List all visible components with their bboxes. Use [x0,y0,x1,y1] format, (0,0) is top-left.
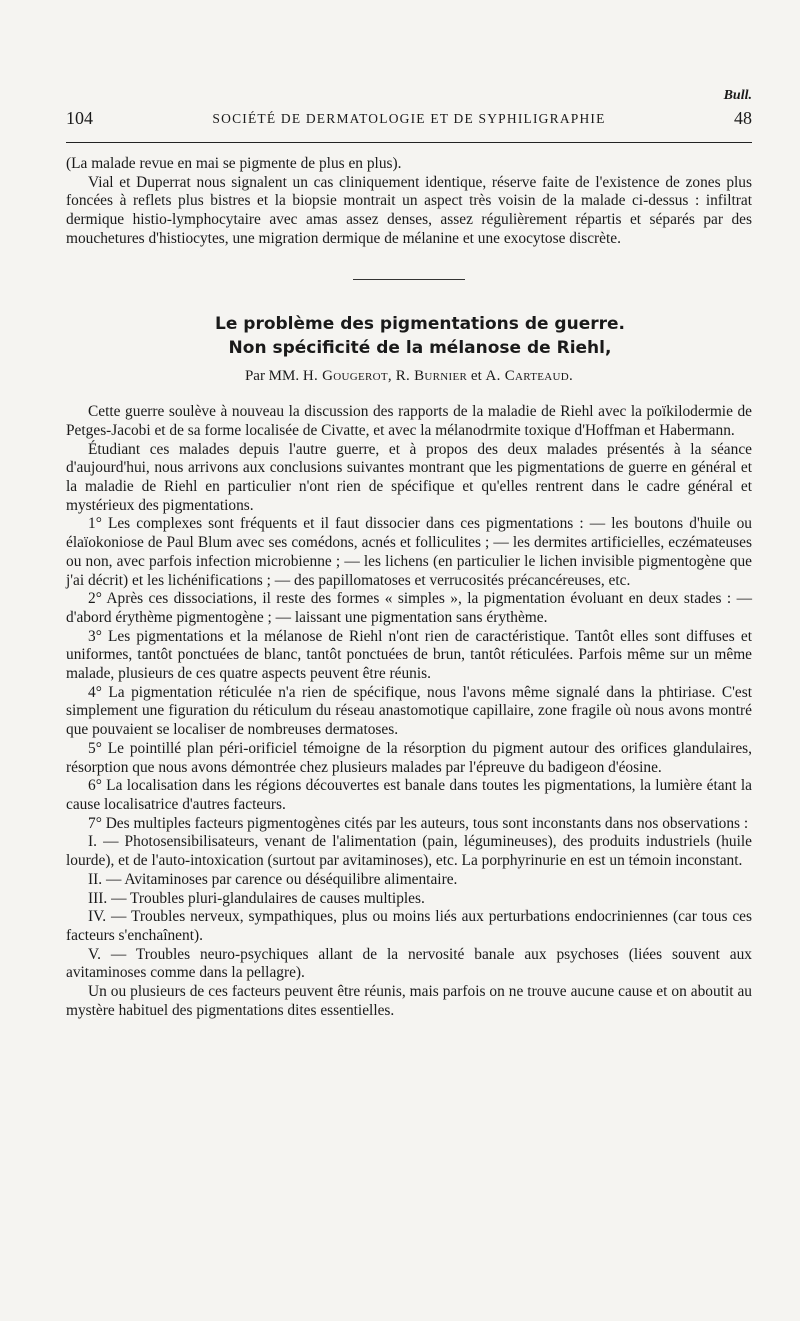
body-paragraph: Étudiant ces malades depuis l'autre guerre, et à propos des deux malades présentés à la séance d'aujourd'hui, nous arrivons aux conclusions suivantes montrant que les pigmentations de guerre en général et la maladie de Riehl en particulier n'ont rien de spécifique et qu'elles rentrent dans le cadre général et mystérieux des pigmentations. [66,440,752,514]
volume-number: 48 [734,108,752,128]
body-paragraph: 6° La localisation dans les régions découvertes est banale dans toutes les pigmentations, la lumière étant la cause localisatrice d'autres facteurs. [66,777,752,813]
author-name: H. Gougerot, [302,367,392,384]
body-paragraph: I. — Photosensibilisateurs, venant de l'alimentation (pain, légumineuses), des produits industriels (huile lourde), et de l'auto-intoxication (surtout par avitaminoses), etc. La porphyrinurie en est un témoin inconstant. [66,833,752,870]
body-paragraph: 2° Après ces dissociations, il reste des formes « simples », la pigmentation évoluant en deux stades : — d'abord érythème pigmentogène ; — laissant une pigmentation sans érythème. [66,590,752,626]
body-paragraph: 1° Les complexes sont fréquents et il faut dissocier dans ces pigmentations : — les boutons d'huile ou élaïokoniose de Paul Blum avec ses comédons, acnés et folliculites ; — les dermites artificielles, eczémateuses ou non, avec parfois infection microbienne ; — les lichens (en particulier le lichen invisible pigmentogène que j'ai décrit) et les lichénifications ; — des papillomatoses et verrucosités précancéreuses, etc. [66,515,752,589]
header-rule [66,142,752,143]
article-title-line-1: Le problème des pigmentations de guerre. [215,313,625,334]
body-paragraph: Cette guerre soulève à nouveau la discussion des rapports de la maladie de Riehl avec la poïkilodermie de Petges-Jacobi et de sa forme localisée de Civatte, et avec la mélanodrmite toxique d'Hoffman et Habermann. [66,403,752,439]
intro-paragraph: Vial et Duperrat nous signalent un cas cliniquement identique, réserve faite de l'existence de zones plus foncées à reflets plus bistres et la biopsie montrait un aspect très voisin de la malade ci-dessus : infiltrat dermique histio-lymphocytaire avec amas assez denses, assez régulièrement répartis et séparés par des mouchetures d'histiocytes, une migration dermique de mélanine et une exocytose discrète. [66,173,752,247]
body-paragraph: 4° La pigmentation réticulée n'a rien de spécifique, nous l'avons même signalé dans la phtiriase. C'est simplement une figuration du réticulum du réseau anastomotique capillaire, zone fragile où nous avons montré que pouvaient se localiser de nombreuses dermatoses. [66,683,752,739]
body-paragraph: III. — Troubles pluri-glandulaires de causes multiples. [88,889,425,907]
section-separator [353,279,465,280]
author-name: R. Burnier [395,367,468,384]
authors-conjunction: et [470,367,482,384]
body-paragraph: IV. — Troubles nerveux, sympathiques, plus ou moins liés aux perturbations endocriniennes (car tous ces facteurs s'enchaînent). [66,908,752,944]
body-paragraph: 7° Des multiples facteurs pigmentogènes cités par les auteurs, tous sont inconstants dans nos observations : [88,814,749,832]
running-title: SOCIÉTÉ DE DERMATOLOGIE ET DE SYPHILIGRAPHIE [212,111,606,126]
author-name: A. Carteaud. [485,367,574,384]
running-header [66,108,752,130]
body-paragraph: II. — Avitaminoses par carence ou déséquilibre alimentaire. [88,870,458,888]
body-paragraph: V. — Troubles neuro-psychiques allant de la nervosité banale aux psychoses (liées souvent aux avitaminoses comme dans la pellagre). [66,945,752,982]
article-authors [66,367,752,386]
authors-prefix: Par MM. [244,367,300,384]
article-title-line-2: Non spécificité de la mélanose de Riehl, [228,337,612,358]
body-paragraph: Un ou plusieurs de ces facteurs peuvent être réunis, mais parfois on ne trouve aucune cause et on aboutit au mystère habituel des pigmentations dites essentielles. [66,983,752,1019]
journal-abbreviation: Bull. [723,88,752,103]
page-number: 104 [66,108,93,128]
body-paragraph: 5° Le pointillé plan péri-orificiel témoigne de la résorption du pigment autour des orifices glandulaires, résorption que nous avons démontrée chez plusieurs malades par l'épreuve du badigeon d'éosine. [66,739,752,776]
body-paragraph: 3° Les pigmentations et la mélanose de Riehl n'ont rien de caractéristique. Tantôt elles sont diffuses et uniformes, tantôt ponctuées de blanc, tantôt ponctuées de brun, tantôt réticulées. Parfois même sur un même malade, plusieurs de ces quatre aspects peuvent être réunis. [66,627,752,683]
intro-paragraph: (La malade revue en mai se pigmente de plus en plus). [66,155,402,172]
page-body [66,155,752,1020]
